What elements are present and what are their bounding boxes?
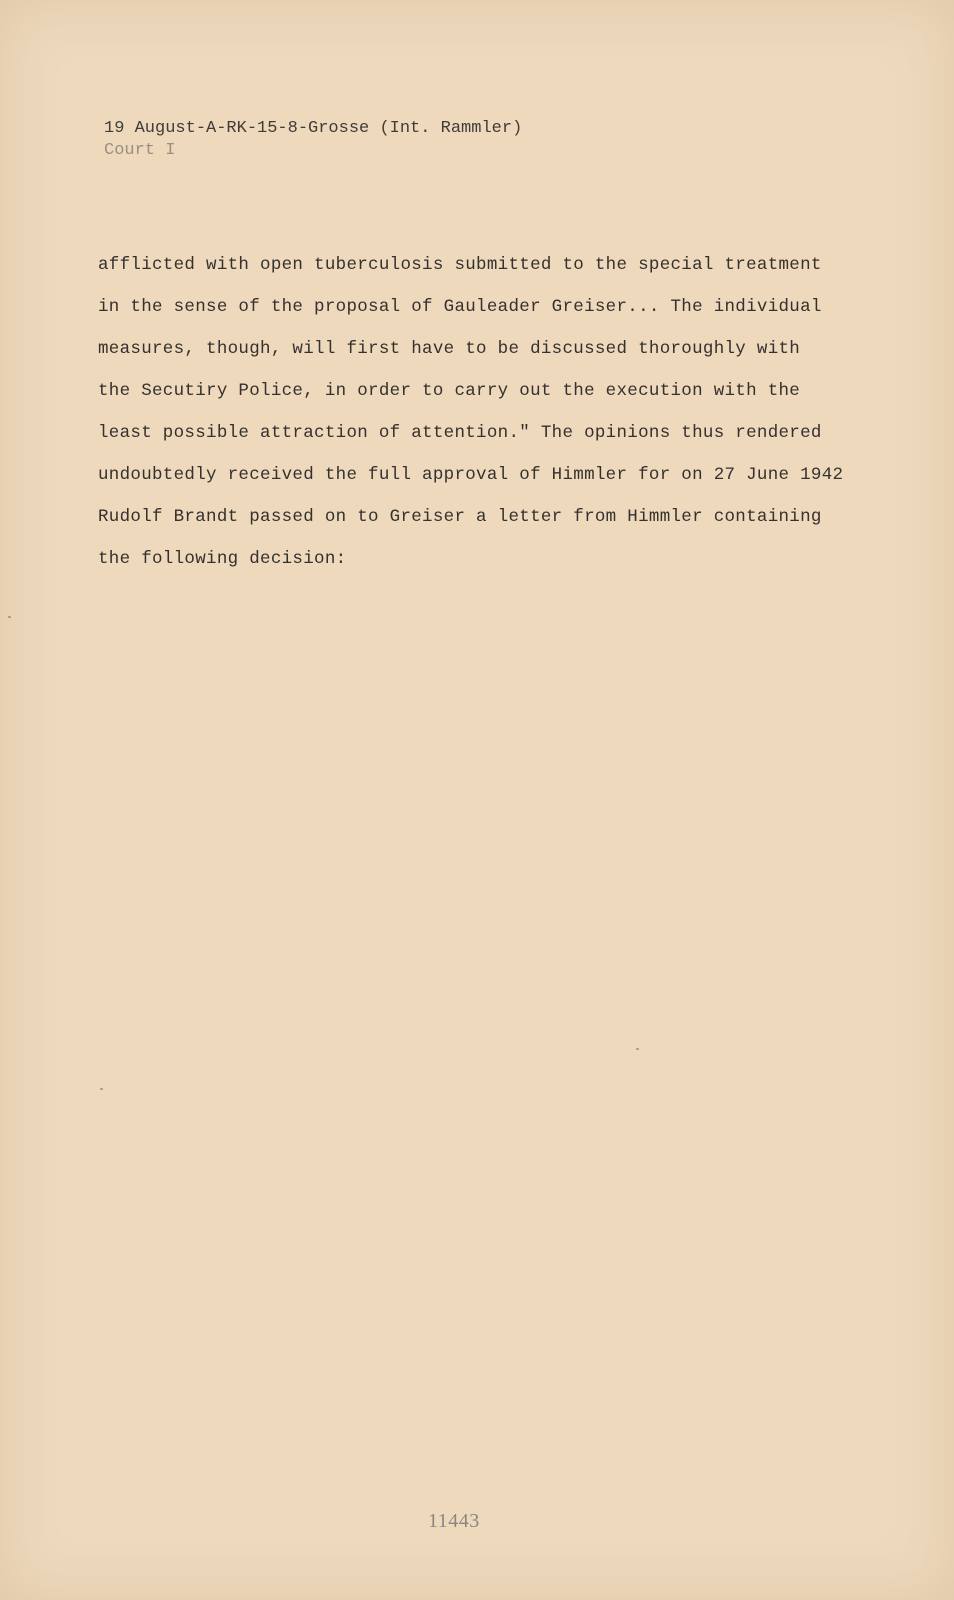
body-line: Rudolf Brandt passed on to Greiser a letter from Himmler containing xyxy=(98,507,822,527)
header-reference-line: 19 August-A-RK-15-8-Grosse (Int. Rammler) xyxy=(104,119,523,138)
body-line: in the sense of the proposal of Gauleader Greiser... The individual xyxy=(98,297,822,317)
document-body xyxy=(98,244,844,580)
paper-speck xyxy=(8,616,11,618)
body-line: the Secutiry Police, in order to carry out the execution with the xyxy=(98,381,801,401)
paper-speck xyxy=(100,1088,103,1090)
paper-speck xyxy=(636,1048,639,1050)
document-header xyxy=(104,118,522,162)
body-line: undoubtedly received the full approval of Himmler for on 27 June 1942 xyxy=(98,465,844,485)
body-line: measures, though, will first have to be discussed thoroughly with xyxy=(98,339,801,359)
body-line: the following decision: xyxy=(98,549,347,569)
body-line: afflicted with open tuberculosis submitted to the special treatment xyxy=(98,255,822,275)
header-court-line: Court I xyxy=(104,141,176,160)
body-line: least possible attraction of attention." The opinions thus rendered xyxy=(98,423,822,443)
page-number: 11443 xyxy=(428,1510,480,1532)
